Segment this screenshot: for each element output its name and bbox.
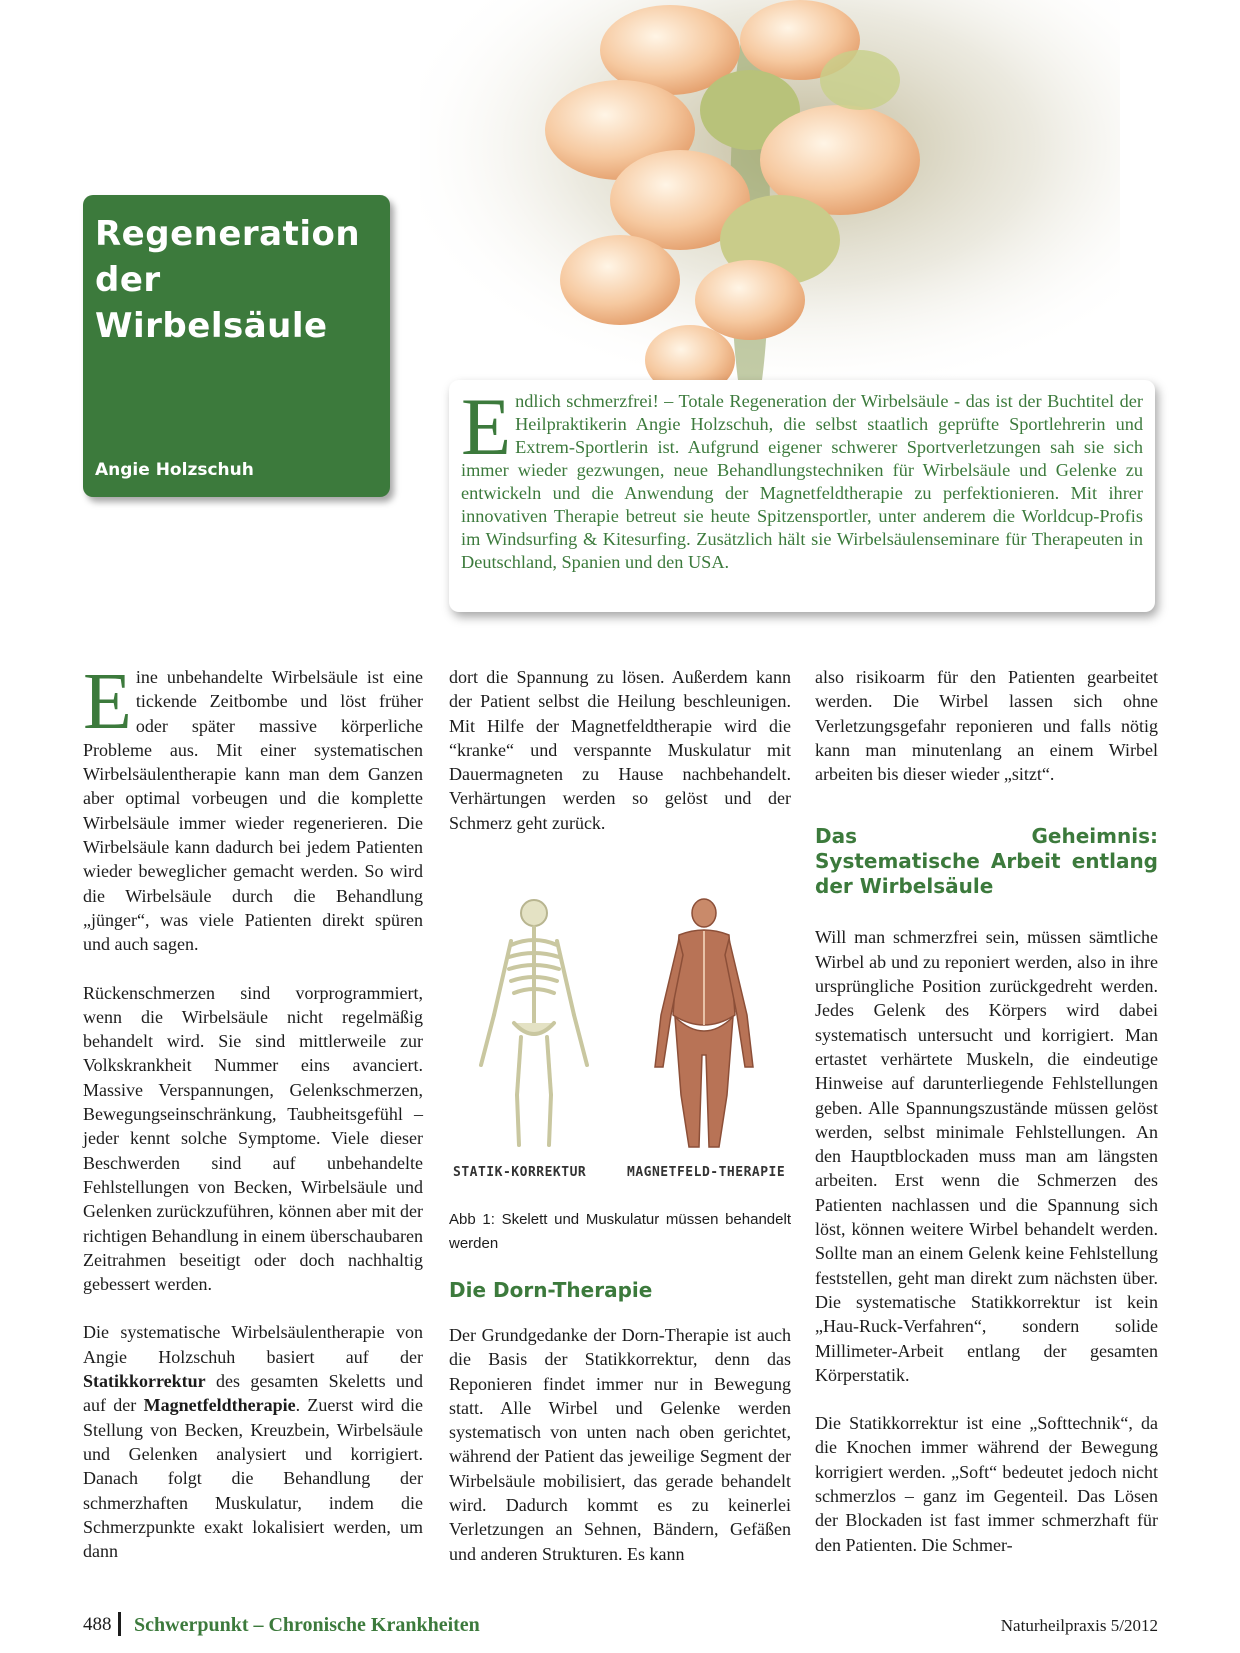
figure-label-right: MAGNETFELD-THERAPIE [627,1165,786,1180]
article-title-box [83,195,390,497]
column-3 [815,665,1158,1581]
col1-paragraph-2: Rückenschmerzen sind vorprogrammiert, wenn die Wirbelsäule nicht regelmäßig behandelt wird. Sie sind mittlerweile zur Volkskrankheit Nummer eins avanciert. Massive Verspannungen, Gelenkschmerzen, Bewegungseinschränkung, Taubheitsgefühl – jeder kennt solche Symptome. Viele dieser Beschwerden sind auf unbehandelte Fehlstellungen von Becken, Wirbelsäule und Gelenken zurückzuführen, können aber mit der richtigen Behandlung in einem überschaubaren Zeitrahmen beseitigt oder doch nachhaltig gebessert werden. [83,982,423,1295]
footer-journal: Naturheilpraxis 5/2012 [1000,1616,1158,1635]
col1-p3-c: des gesamten Skeletts und auf der [83,1371,423,1416]
footer-section-title: Schwerpunkt – Chronische Krankheiten [134,1614,480,1636]
col1-paragraph-3 [83,1320,423,1563]
title-line-1: Regeneration [95,214,361,254]
col2-paragraph-1: dort die Spannung zu lösen. Außerdem kann der Patient selbst die Heilung beschleunigen. Mit Hilfe der Magnetfeldtherapie wird die “kranke“ und verspannte Muskulatur mit Dauermagneten zu Hause nachbehandelt. Verhärtungen werden so gelöst und der Schmerz geht zurück. [449,667,791,833]
footer-divider [118,1612,121,1636]
intro-box [449,380,1155,612]
col1-p1-text: ine unbehandelte Wirbelsäule ist eine tickende Zeitbombe und löst früher oder später massive körperliche Probleme aus. Mit einer systematischen Wirbelsäulentherapie kann man dem Ganzen aber optimal vorbeugen und die komplette Wirbelsäule immer wieder regenerieren. Die Wirbelsäule kann dadurch bei jedem Patienten wieder beweglicher gemacht werden. So wird die Wirbelsäule durch die Behandlung „jünger“, was viele Patienten direkt spüren und auch sagen. [83,667,423,955]
col1-dropcap: E [83,658,132,746]
col3-paragraph-1: also risikoarm für den Patienten gearbeitet werden. Die Wirbel lassen sich ohne Verletzungsgefahr reponieren und falls nötig kann man minutenlang an einem Wirbel arbeiten bis dieser wieder „sitzt“. [815,667,1158,785]
author-name: Angie Holzschuh [95,460,254,480]
col1-p3-bold-1: Statikkorrektur [83,1371,206,1392]
figure-label-left: STATIK-KORREKTUR [453,1165,587,1180]
col1-p3-a: Die systematische Wirbelsäulentherapie von Angie Holzschuh basiert auf der [83,1322,423,1367]
column-1 [83,658,424,1587]
col3-paragraph-2: Will man schmerzfrei sein, müssen sämtliche Wirbel ab und zu reponiert werden, also in ihre ursprüngliche Position zurückgedreht werden. Jedes Gelenk des Körpers wird dabei systematisch untersucht und korrigiert. Man ertastet verhärtete Muskeln, die eindeutige Hinweise auf darunterliegende Fehlstellungen geben. Alle Spannungszustände müssen gelöst werden, selbst minimale Fehlstellungen. An den Hauptblockaden muss man am längsten arbeiten. Erst wenn die Schmerzen des Patienten nachlassen und die Spannung sich löst, können weitere Wirbel behandelt werden. Sollte man an einem Gelenk keine Fehlstellung feststellen, geht man direkt zum nächsten über. Die systematische Statikkorrektur ist kein „Hau-Ruck-Verfahren“, sondern solide Millimeter-Arbeit entlang der gesamten Körperstatik. [815,927,1158,1385]
column-2 [449,665,791,859]
article-title [95,211,378,349]
page-number: 488 [83,1614,112,1635]
intro-dropcap: E [461,381,512,472]
figure-caption: Abb 1: Skelett und Muskulatur müssen behandelt werden [449,1211,791,1252]
col2-paragraph-2: Der Grundgedanke der Dorn-Therapie ist auch die Basis der Statikkorrektur, denn das Reponieren findet immer nur in Bewegung statt. Alle Wirbel und Gelenke werden systematisch von unten nach oben gerichtet, während der Patient das jeweilige Segment der Wirbelsäule mobilisiert, das gerade behandelt wird. Dadurch kommt es zu keinerlei Verletzungen an Sehnen, Bändern, Gefäßen und anderen Strukturen. Es kann [449,1325,791,1564]
column-2-lower [449,1208,791,1590]
col1-p3-e: . Zuerst wird die Stellung von Becken, Kreuzbein, Wirbelsäule und Gelenken analysiert und korrigiert. Danach folgt die Behandlung der schmerzhaften Muskulatur, indem die Schmerzpunkte exakt lokalisiert werden, um dann [83,1395,424,1562]
figure-skeleton-muscles [449,895,789,1195]
section-heading-secret: Das Geheimnis: Systematische Arbeit entlang der Wirbelsäule [815,824,1158,899]
col3-paragraph-3: Die Statikkorrektur ist eine „Softtechnik“, da die Knochen immer während der Bewegung korrigiert werden. „Soft“ bedeutet jedoch nicht schmerzlos – ganz im Gegenteil. Das Lösen der Blockaden ist fast immer schmerzhaft für den Patienten. Die Schmer- [815,1413,1158,1555]
skeleton-figure [449,895,619,1160]
flower-photo [420,0,1120,420]
muscle-figure [619,895,789,1160]
intro-text: ndlich schmerzfrei! – Totale Regeneration der Wirbelsäule - das ist der Buchtitel der Heilpraktikerin Angie Holzschuh, die selbst staatlich geprüfte Sportlehrerin und Extrem-Sportlerin ist. Aufgrund eigener schwerer Sportverletzungen sah sie sich immer wieder gezwungen, neue Behandlungstechniken für Wirbelsäule und Gelenke zu entwickeln und die Anwendung der Magnetfeldtherapie zu perfektionieren. Mit ihrer innovativen Therapie betreut sie heute Spitzensportler, unter anderem die Worldcup-Profis im Windsurfing & Kitesurfing. Zusätzlich hält sie Wirbelsäulenseminare für Therapeuten in Deutschland, Spanien und den USA. [461,391,1143,572]
col1-paragraph-1 [83,658,423,957]
title-line-2: der Wirbelsäule [95,260,328,346]
col1-p3-bold-2: Magnetfeldtherapie [143,1395,296,1416]
section-heading-dorn: Die Dorn-Therapie [449,1278,653,1302]
